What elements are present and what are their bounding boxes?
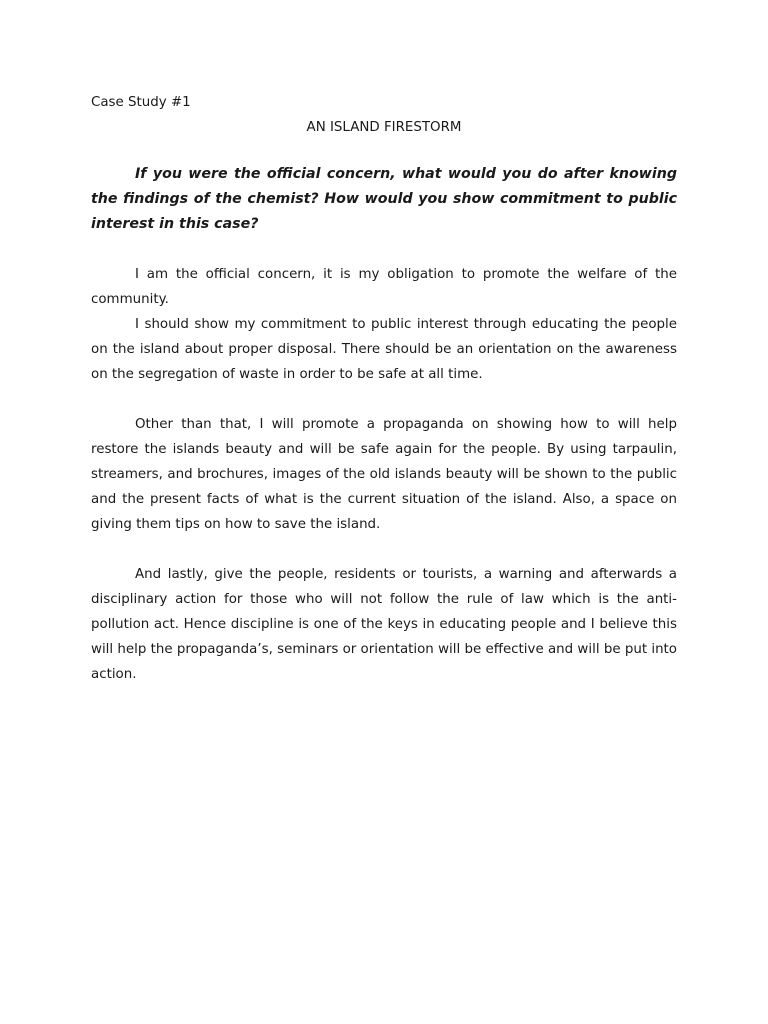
document-page: [91, 90, 677, 687]
answer-paragraph: I am the official concern, it is my obligation to promote the welfare of the community.: [91, 267, 677, 307]
case-question: If you were the official concern, what would you do after knowing the findings of the chemist? How would you show commitment to public interest in this case?: [91, 166, 677, 232]
answer-paragraph: Other than that, I will promote a propaganda on showing how to will help restore the islands beauty and will be safe again for the people. By using tarpaulin, streamers, and brochures, images of the old islands beauty will be shown to the public and the present facts of what is the current situation of the island. Also, a space on giving them tips on how to save the island.: [91, 417, 677, 532]
case-study-label: Case Study #1: [91, 95, 191, 110]
document-title: AN ISLAND FIRESTORM: [306, 120, 462, 135]
answer-paragraph: And lastly, give the people, residents or tourists, a warning and afterwards a disciplinary action for those who will not follow the rule of law which is the anti-pollution act. Hence discipline is one of the keys in educating people and I believe this will help the propaganda’s, seminars or orientation will be effective and will be put into action.: [91, 567, 677, 682]
answer-paragraph: I should show my commitment to public interest through educating the people on the island about proper disposal. There should be an orientation on the awareness on the segregation of waste in order to be safe at all time.: [91, 317, 677, 382]
